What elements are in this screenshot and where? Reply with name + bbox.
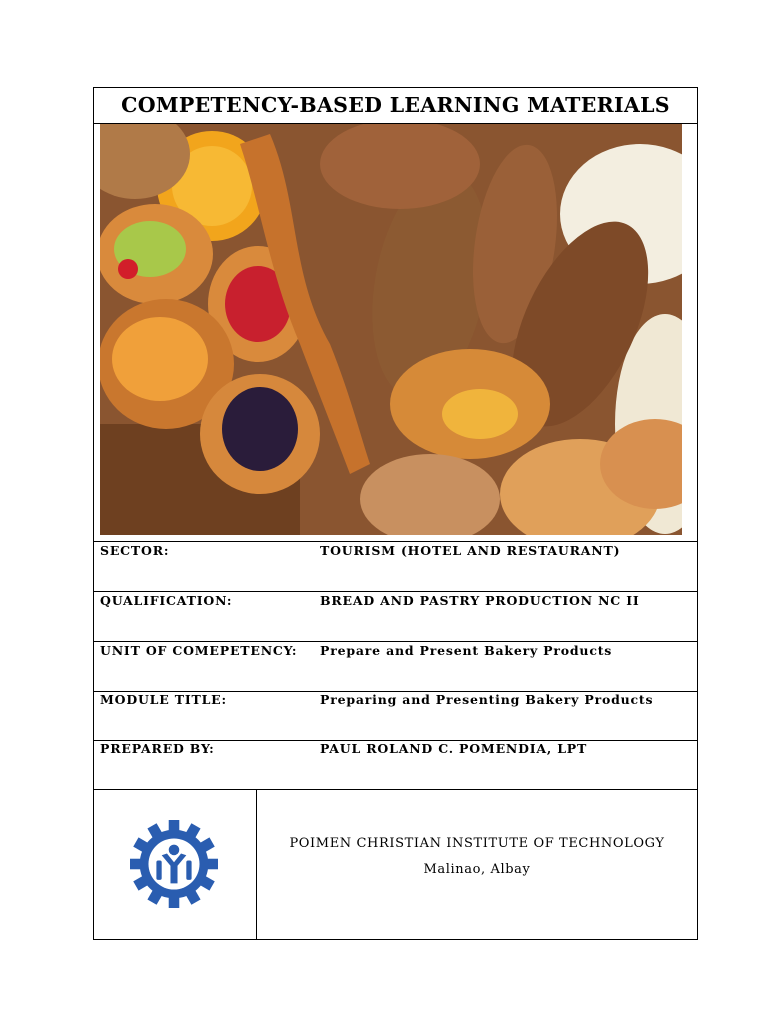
gear-people-logo-icon (130, 820, 218, 908)
logo-cell (94, 790, 257, 939)
detail-row-unit (94, 642, 697, 692)
detail-label: MODULE TITLE: (100, 692, 227, 707)
detail-row-module (94, 691, 697, 741)
pastry-photo (100, 124, 682, 535)
detail-label: QUALIFICATION: (100, 593, 233, 608)
cover-image-cell (94, 124, 697, 542)
institution-name: POIMEN CHRISTIAN INSTITUTE OF TECHNOLOGY (289, 836, 665, 851)
detail-value: BREAD AND PASTRY PRODUCTION NC II (320, 593, 640, 608)
institution-location: Malinao, Albay (423, 862, 531, 877)
detail-value: Prepare and Present Bakery Products (320, 643, 613, 658)
detail-label: SECTOR: (100, 543, 170, 558)
detail-value: Preparing and Presenting Bakery Products (320, 692, 654, 707)
detail-value: PAUL ROLAND C. POMENDIA, LPT (320, 741, 588, 756)
detail-label: UNIT OF COMEPETENCY: (100, 643, 298, 658)
detail-label: PREPARED BY: (100, 741, 215, 756)
detail-row-sector (94, 542, 697, 592)
document-title: COMPETENCY-BASED LEARNING MATERIALS (94, 88, 697, 124)
detail-row-qualification (94, 592, 697, 642)
institution-section (94, 790, 697, 939)
detail-row-prepared-by (94, 740, 697, 790)
document-frame (93, 87, 698, 940)
detail-value: TOURISM (HOTEL AND RESTAURANT) (320, 543, 621, 558)
pastry-illustration (100, 124, 682, 535)
